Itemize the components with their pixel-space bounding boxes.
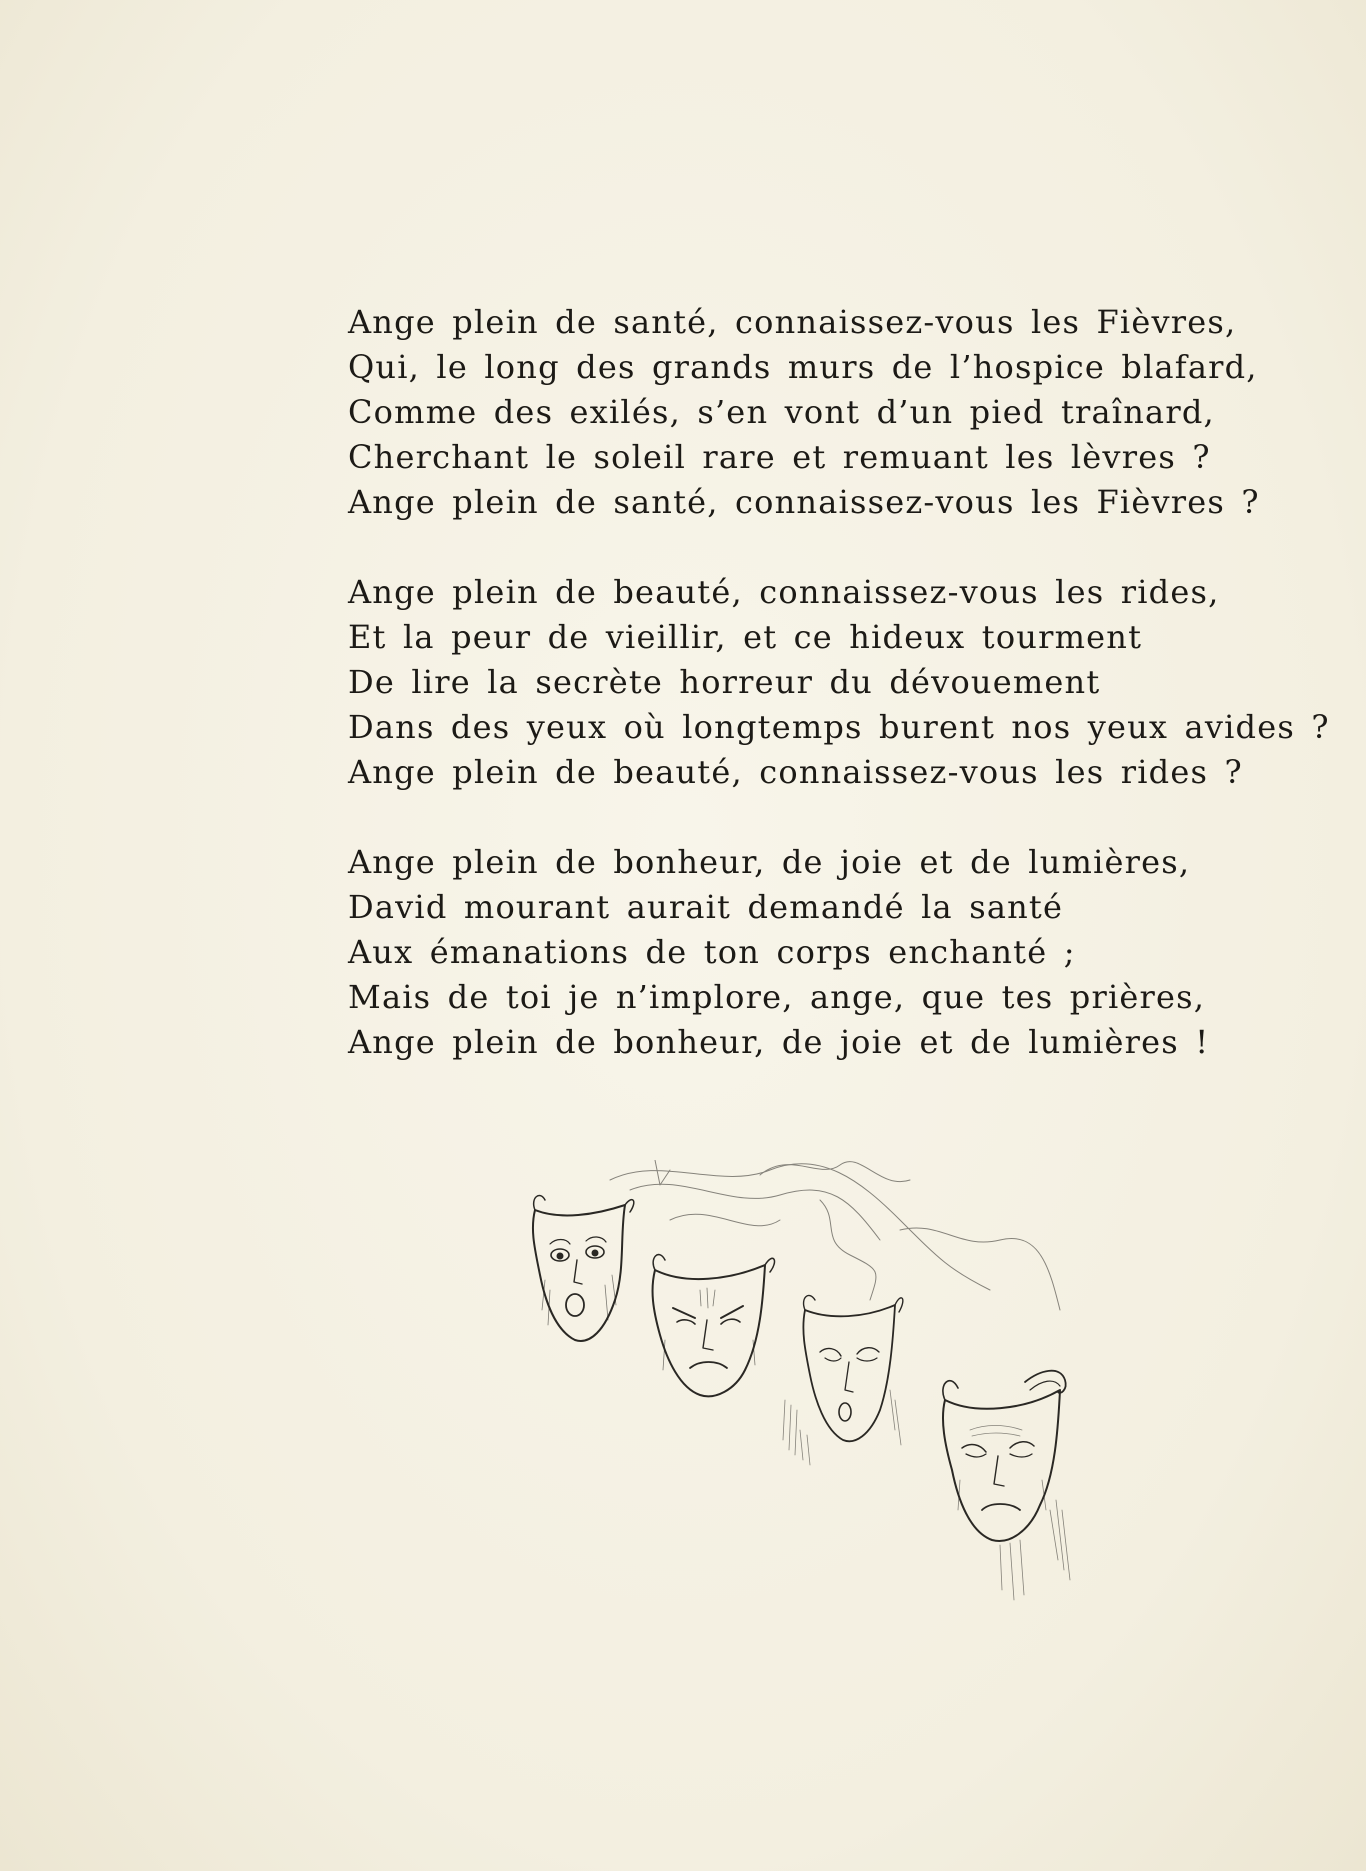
mask-frightened <box>533 1195 634 1340</box>
masks-illustration <box>520 1160 1140 1640</box>
verse-line: Ange plein de beauté, connaissez-vous les rides ? <box>348 753 1243 791</box>
smoke-wisps <box>610 1160 1060 1310</box>
mask-angry <box>653 1255 775 1397</box>
stanza-2 <box>348 570 1330 795</box>
verse-line: De lire la secrète horreur du dévouement <box>348 663 1101 701</box>
verse-line: Ange plein de santé, connaissez-vous les Fièvres, <box>348 303 1237 341</box>
verse-line: Ange plein de beauté, connaissez-vous les rides, <box>348 573 1220 611</box>
verse-line: Comme des exilés, s’en vont d’un pied traînard, <box>348 393 1215 431</box>
verse-line: Dans des yeux où longtemps burent nos yeux avides ? <box>348 708 1330 746</box>
poem-text <box>348 300 1330 1110</box>
verse-line: Ange plein de santé, connaissez-vous les Fièvres ? <box>348 483 1260 521</box>
verse-line: Et la peur de vieillir, et ce hideux tourment <box>348 618 1143 656</box>
verse-line: Aux émanations de ton corps enchanté ; <box>348 933 1076 971</box>
mask-weeping <box>783 1295 903 1465</box>
verse-line: Qui, le long des grands murs de l’hospice blafard, <box>348 348 1258 386</box>
verse-line: Ange plein de bonheur, de joie et de lumières, <box>348 843 1191 881</box>
verse-line: David mourant aurait demandé la santé <box>348 888 1064 926</box>
mask-sorrowful <box>943 1371 1070 1600</box>
verse-line: Ange plein de bonheur, de joie et de lumières ! <box>348 1023 1210 1061</box>
verse-line: Cherchant le soleil rare et remuant les lèvres ? <box>348 438 1211 476</box>
stanza-1 <box>348 300 1260 525</box>
stanza-3 <box>348 840 1248 1065</box>
verse-line: Mais de toi je n’implore, ange, que tes prières, <box>348 978 1206 1016</box>
